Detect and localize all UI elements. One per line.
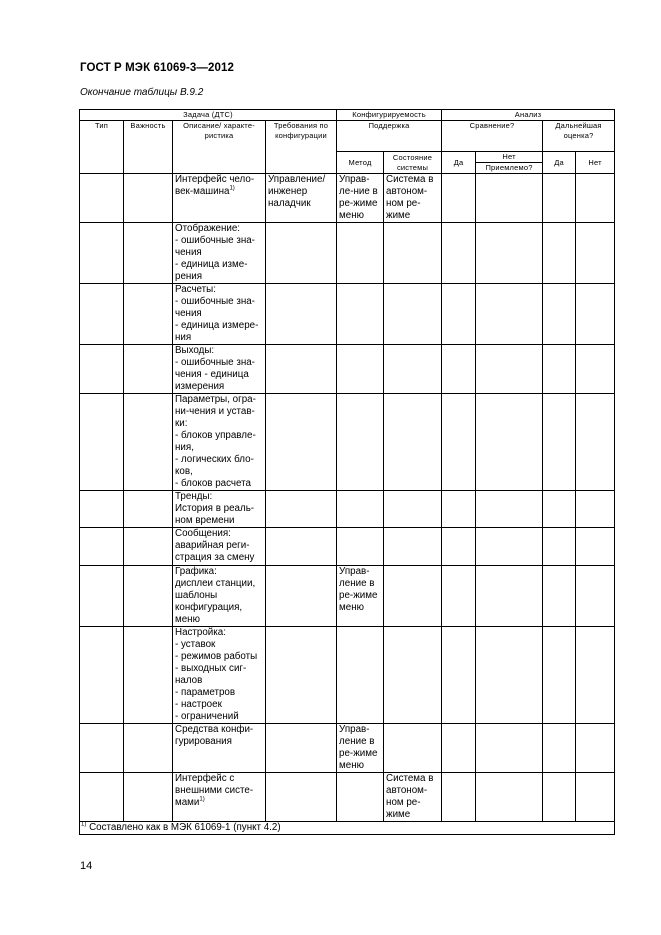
cell-no <box>476 223 543 284</box>
cell-importance <box>124 773 173 822</box>
header-method: Метод <box>337 152 384 174</box>
cell-further-no <box>576 174 615 223</box>
table-row <box>80 724 615 773</box>
cell-method <box>337 394 384 491</box>
cell-type <box>80 566 124 627</box>
cell-importance <box>124 627 173 724</box>
cell-yes <box>442 566 476 627</box>
cell-description <box>173 566 266 627</box>
cell-yes <box>442 223 476 284</box>
cell-method <box>337 773 384 822</box>
cell-state-text: Система в автоном- ном ре- жиме <box>386 174 434 221</box>
header-configurability: Конфигурируемость <box>337 110 442 121</box>
table-row <box>80 491 615 528</box>
cell-yes <box>442 345 476 394</box>
header-config-requirements: Требования по конфигурации <box>266 121 337 174</box>
table-row <box>80 773 615 822</box>
cell-method-text: Управ- ление в ре-жиме меню <box>339 724 378 771</box>
cell-type <box>80 223 124 284</box>
cell-state <box>384 627 442 724</box>
cell-method <box>337 566 384 627</box>
cell-requirement <box>266 773 337 822</box>
cell-type <box>80 345 124 394</box>
header-type: Тип <box>80 121 124 174</box>
footnote-marker: 1) <box>81 821 87 828</box>
cell-description <box>173 773 266 822</box>
cell-requirement <box>266 394 337 491</box>
header-task: Задача (ДТС) <box>80 110 337 121</box>
cell-further-yes <box>543 284 576 345</box>
cell-no <box>476 724 543 773</box>
cell-state <box>384 566 442 627</box>
cell-no <box>476 394 543 491</box>
cell-yes <box>442 627 476 724</box>
cell-further-no <box>576 724 615 773</box>
cell-description-text: Средства конфи- гурирования <box>175 724 254 747</box>
cell-requirement <box>266 491 337 528</box>
cell-no <box>476 345 543 394</box>
cell-importance <box>124 566 173 627</box>
cell-yes <box>442 724 476 773</box>
cell-no <box>476 773 543 822</box>
cell-description <box>173 627 266 724</box>
cell-yes <box>442 174 476 223</box>
cell-type <box>80 773 124 822</box>
table-row <box>80 528 615 566</box>
cell-no <box>476 284 543 345</box>
footnote-text: Составлено как в МЭК 61069-1 (пункт 4.2) <box>86 822 281 833</box>
cell-further-no <box>576 223 615 284</box>
cell-requirement <box>266 724 337 773</box>
cell-further-yes <box>543 528 576 566</box>
header-comparison: Сравнение? <box>442 121 543 152</box>
cell-further-no <box>576 284 615 345</box>
cell-state <box>384 773 442 822</box>
cell-method <box>337 284 384 345</box>
table-footnote <box>80 822 615 835</box>
cell-description <box>173 174 266 223</box>
cell-description-text: Настройка: - уставок - режимов работы - выходных сиг- налов - параметров - настроек - ограничений <box>175 627 258 722</box>
header-importance: Важность <box>124 121 173 174</box>
cell-method <box>337 627 384 724</box>
document-header: ГОСТ Р МЭК 61069-3—2012 <box>80 62 234 74</box>
cell-description <box>173 394 266 491</box>
header-support: Поддержка <box>337 121 442 152</box>
cell-method <box>337 345 384 394</box>
cell-requirement-text: Управление/ инженер наладчик <box>268 174 326 209</box>
cell-importance <box>124 223 173 284</box>
footnote-marker: 1) <box>229 185 235 192</box>
cell-description-text: Графика: дисплеи станции, шаблоны конфигурация, меню <box>175 566 256 625</box>
header-further-yes: Да <box>543 152 576 174</box>
cell-requirement <box>266 627 337 724</box>
page-number: 14 <box>80 860 93 872</box>
cell-requirement <box>266 284 337 345</box>
cell-method-text: Управ- ление в ре-жиме меню <box>339 566 378 613</box>
cell-further-yes <box>543 345 576 394</box>
header-no: Нет <box>476 152 543 163</box>
cell-state <box>384 174 442 223</box>
cell-method <box>337 724 384 773</box>
cell-type <box>80 528 124 566</box>
cell-description-text: Тренды: История в реаль- ном времени <box>175 491 255 526</box>
cell-method <box>337 491 384 528</box>
cell-requirement <box>266 528 337 566</box>
header-further-evaluation: Дальнейшая оценка? <box>543 121 615 152</box>
cell-requirement <box>266 566 337 627</box>
cell-requirement <box>266 174 337 223</box>
cell-no <box>476 528 543 566</box>
cell-further-yes <box>543 174 576 223</box>
cell-importance <box>124 394 173 491</box>
cell-further-yes <box>543 566 576 627</box>
cell-method <box>337 528 384 566</box>
cell-description-text: Сообщения: аварийная реги- страция за смену <box>175 528 255 563</box>
cell-description <box>173 724 266 773</box>
cell-method <box>337 223 384 284</box>
cell-no <box>476 627 543 724</box>
table-row <box>80 394 615 491</box>
cell-state <box>384 491 442 528</box>
header-description: Описание/ характе- ристика <box>173 121 266 174</box>
cell-no <box>476 566 543 627</box>
footnote-marker: 1) <box>199 796 205 803</box>
cell-description <box>173 345 266 394</box>
cell-importance <box>124 345 173 394</box>
cell-further-no <box>576 566 615 627</box>
table-row <box>80 223 615 284</box>
cell-description <box>173 284 266 345</box>
cell-yes <box>442 394 476 491</box>
header-analysis: Анализ <box>442 110 615 121</box>
cell-further-yes <box>543 627 576 724</box>
cell-importance <box>124 724 173 773</box>
cell-further-no <box>576 773 615 822</box>
cell-further-no <box>576 394 615 491</box>
cell-yes <box>442 528 476 566</box>
cell-state <box>384 528 442 566</box>
table-row <box>80 284 615 345</box>
cell-no <box>476 491 543 528</box>
cell-importance <box>124 528 173 566</box>
cell-yes <box>442 284 476 345</box>
cell-no <box>476 174 543 223</box>
cell-further-yes <box>543 724 576 773</box>
header-acceptable: Приемлемо? <box>476 163 543 174</box>
cell-yes <box>442 491 476 528</box>
cell-state-text: Система в автоном- ном ре- жиме <box>386 773 434 820</box>
cell-type <box>80 724 124 773</box>
cell-further-yes <box>543 394 576 491</box>
table-caption: Окончание таблицы В.9.2 <box>80 87 204 98</box>
header-row-2 <box>80 121 615 152</box>
evaluation-table <box>79 109 615 835</box>
cell-state <box>384 223 442 284</box>
cell-further-no <box>576 491 615 528</box>
cell-description <box>173 528 266 566</box>
header-system-state: Состояние системы <box>384 152 442 174</box>
cell-further-no <box>576 528 615 566</box>
cell-yes <box>442 773 476 822</box>
cell-type <box>80 394 124 491</box>
table-row <box>80 627 615 724</box>
cell-state <box>384 724 442 773</box>
cell-importance <box>124 174 173 223</box>
cell-importance <box>124 284 173 345</box>
cell-importance <box>124 491 173 528</box>
cell-further-yes <box>543 223 576 284</box>
cell-description-text: Интерфейс чело- век-машина <box>175 174 255 197</box>
cell-description-text: Параметры, огра- ни-чения и устав- ки: - блоков управле- ния, - логических бло- ков, - блоков расчета <box>175 394 256 489</box>
cell-description-text: Интерфейс с внешними систе- мами <box>175 773 254 808</box>
table-row <box>80 174 615 223</box>
table-row <box>80 345 615 394</box>
cell-description-text: Отображение: - ошибочные зна- чения - единица изме- рения <box>175 223 255 282</box>
footnote-row <box>80 822 615 835</box>
header-row-1 <box>80 110 615 121</box>
cell-method-text: Управ- ле-ние в ре-жиме меню <box>339 174 378 221</box>
header-further-no: Нет <box>576 152 615 174</box>
cell-further-yes <box>543 773 576 822</box>
cell-description-text: Выходы: - ошибочные зна- чения - единица измерения <box>175 345 255 392</box>
cell-type <box>80 627 124 724</box>
cell-further-yes <box>543 491 576 528</box>
header-yes: Да <box>442 152 476 174</box>
cell-type <box>80 174 124 223</box>
table-row <box>80 566 615 627</box>
cell-state <box>384 394 442 491</box>
cell-state <box>384 345 442 394</box>
cell-description-text: Расчеты: - ошибочные зна- чения - единица измере- ния <box>175 284 259 343</box>
cell-type <box>80 491 124 528</box>
cell-requirement <box>266 345 337 394</box>
cell-type <box>80 284 124 345</box>
cell-further-no <box>576 627 615 724</box>
cell-description <box>173 223 266 284</box>
cell-further-no <box>576 345 615 394</box>
cell-state <box>384 284 442 345</box>
cell-method <box>337 174 384 223</box>
cell-description <box>173 491 266 528</box>
cell-requirement <box>266 223 337 284</box>
